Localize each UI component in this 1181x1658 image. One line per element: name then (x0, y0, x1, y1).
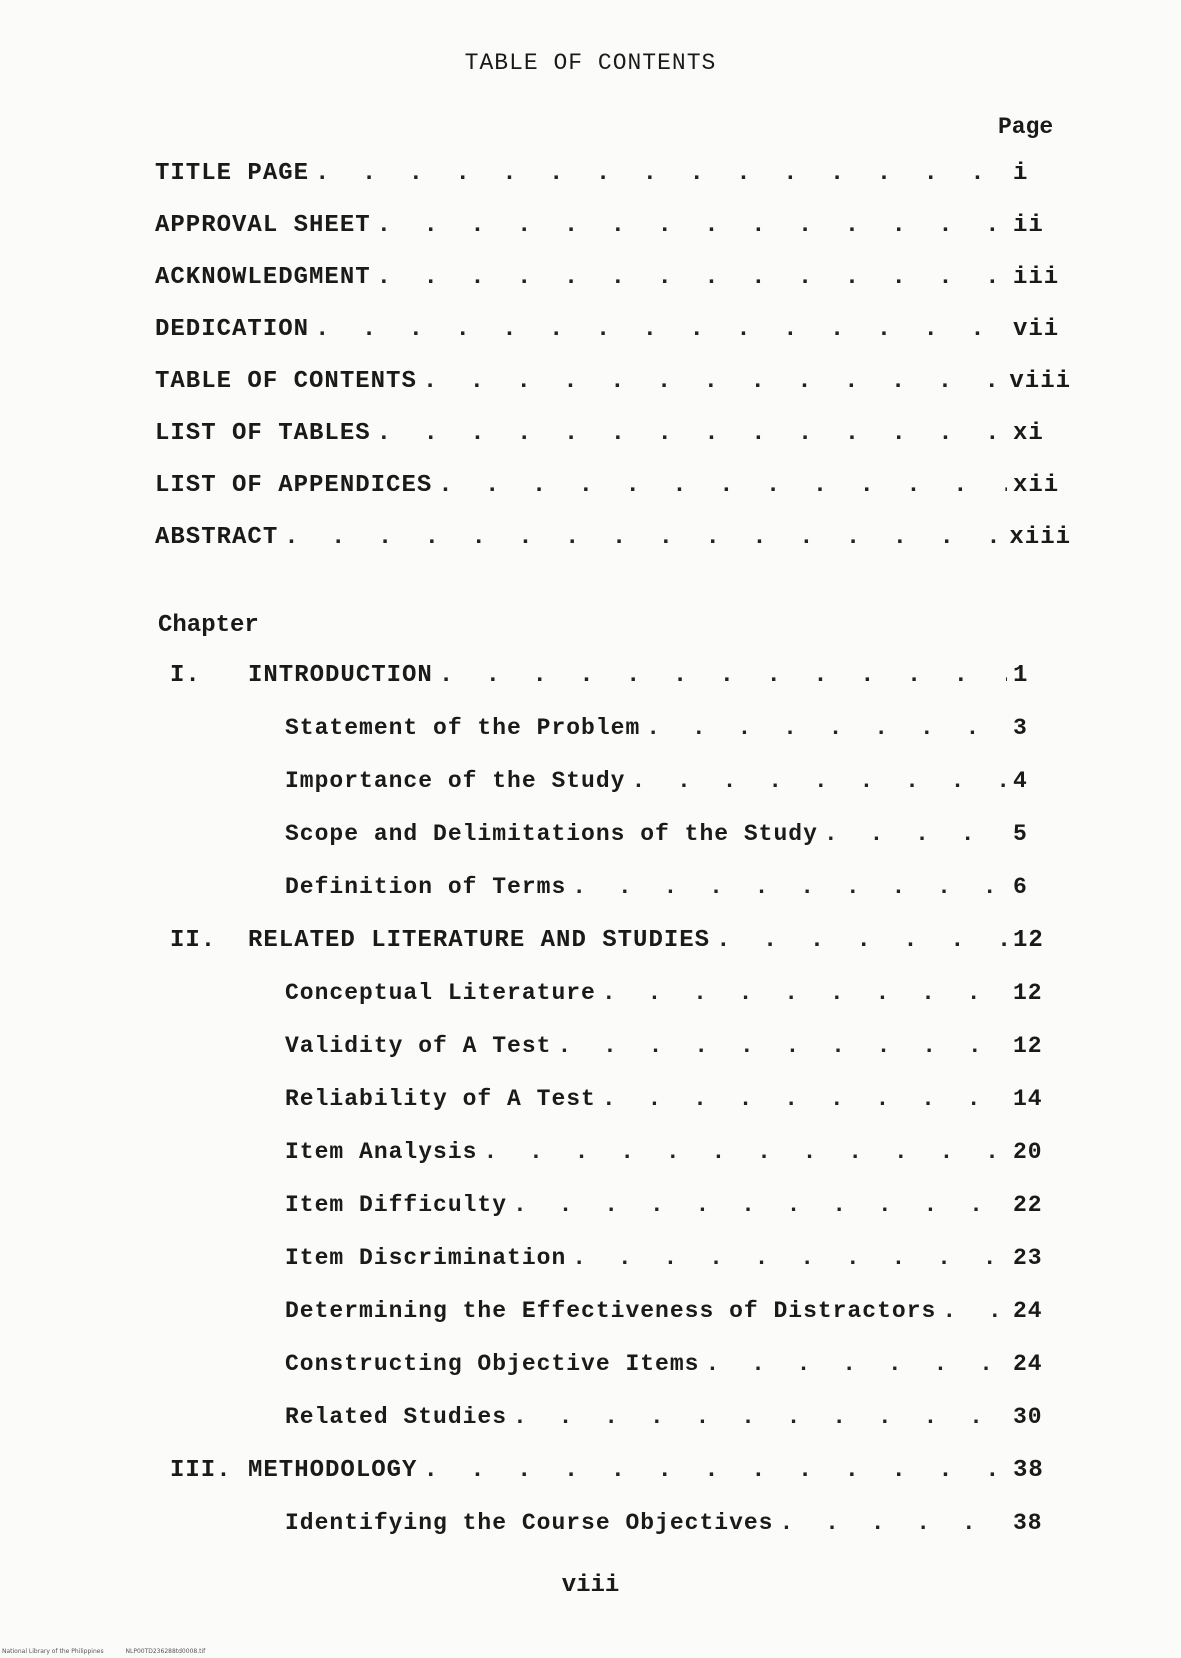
toc-entry-page: 38 (1013, 1457, 1044, 1484)
toc-entry-page: 12 (1013, 927, 1044, 954)
section-entry (285, 1351, 1071, 1377)
dot-leader (377, 264, 1007, 291)
toc-entry-page: 24 (1013, 1298, 1043, 1324)
section-entry (285, 1245, 1071, 1271)
dot-leader (631, 768, 1007, 794)
toc-entry-label: TITLE PAGE (155, 160, 310, 187)
toc-entry-label: Validity of A Test (285, 1033, 552, 1059)
toc-entry (155, 420, 1071, 447)
section-entry (285, 715, 1071, 741)
toc-entry (155, 524, 1071, 551)
toc-entry-page: 12 (1013, 1033, 1043, 1059)
toc-entry-page: 23 (1013, 1245, 1043, 1271)
section-entry (285, 980, 1071, 1006)
chapter-entry (170, 662, 1071, 689)
dot-leader (602, 1086, 1007, 1112)
dot-leader (824, 821, 1007, 847)
toc-entry-page: iii (1013, 264, 1060, 291)
toc-entry-label: DEDICATION (155, 316, 310, 343)
dot-leader (646, 715, 1007, 741)
section-entry (285, 1404, 1071, 1430)
toc-entry (155, 160, 1071, 187)
toc-entry-label: Importance of the Study (285, 768, 626, 794)
chapter-numeral: II. (170, 927, 217, 954)
toc-entry-page: 4 (1013, 768, 1028, 794)
toc-entry-page: 14 (1013, 1086, 1043, 1112)
toc-entry-page: vii (1013, 316, 1060, 343)
toc-entry-label: Constructing Objective Items (285, 1351, 700, 1377)
toc-entry-label: Conceptual Literature (285, 980, 596, 1006)
dot-leader (439, 662, 1007, 689)
toc-entry-page: 1 (1013, 662, 1029, 689)
toc-entry-label: APPROVAL SHEET (155, 212, 371, 239)
dot-leader (602, 980, 1007, 1006)
toc-entry (155, 368, 1071, 395)
chapter-heading: Chapter (158, 612, 259, 639)
section-entry (285, 1298, 1071, 1324)
toc-entry (155, 212, 1071, 239)
toc-entry-label: LIST OF APPENDICES (155, 472, 433, 499)
toc-entry (155, 264, 1071, 291)
toc-entry-page: 20 (1013, 1139, 1043, 1165)
toc-entry-page: xiii (1009, 524, 1071, 551)
dot-leader (315, 316, 1007, 343)
dot-leader (423, 1457, 1007, 1484)
dot-leader (377, 212, 1007, 239)
dot-leader (315, 160, 1007, 187)
toc-entry-label: TABLE OF CONTENTS (155, 368, 417, 395)
page-column-label: Page (998, 114, 1054, 140)
footer-library: National Library of the Philippines (2, 1648, 104, 1655)
toc-entry-page: ii (1013, 212, 1044, 239)
dot-leader (572, 1245, 1007, 1271)
toc-entry-page: xi (1013, 420, 1044, 447)
toc-entry-page: i (1013, 160, 1029, 187)
section-entry (285, 1139, 1071, 1165)
toc-entry-label: RELATED LITERATURE AND STUDIES (248, 927, 711, 954)
chapter-numeral: I. (170, 662, 201, 689)
section-entry (285, 1510, 1071, 1536)
dot-leader (779, 1510, 1007, 1536)
toc-entry-label: Related Studies (285, 1404, 508, 1430)
dot-leader (438, 472, 1007, 499)
toc-entry (155, 316, 1071, 343)
toc-entry-label: Reliability of A Test (285, 1086, 596, 1112)
toc-entry (155, 472, 1071, 499)
toc-entry-label: Identifying the Course Objectives (285, 1510, 774, 1536)
dot-leader (423, 368, 1004, 395)
page-title: TABLE OF CONTENTS (464, 50, 717, 76)
dot-leader (942, 1298, 1007, 1324)
dot-leader (705, 1351, 1007, 1377)
toc-entry-page: 3 (1013, 715, 1028, 741)
section-entry (285, 1033, 1071, 1059)
footer-file: NLP00TD236288td0008.tif (125, 1648, 206, 1655)
toc-entry-label: Determining the Effectiveness of Distractors (285, 1298, 937, 1324)
toc-entry-label: Item Difficulty (285, 1192, 508, 1218)
page-number: viii (561, 1572, 620, 1599)
dot-leader (716, 927, 1007, 954)
dot-leader (483, 1139, 1007, 1165)
dot-leader (284, 524, 1003, 551)
toc-entry-page: 22 (1013, 1192, 1043, 1218)
section-entry (285, 874, 1071, 900)
dot-leader (572, 874, 1007, 900)
toc-entry-label: ABSTRACT (155, 524, 279, 551)
toc-entry-page: 24 (1013, 1351, 1043, 1377)
section-entry (285, 1086, 1071, 1112)
chapter-numeral: III. (170, 1457, 232, 1484)
scan-footer (2, 1648, 225, 1655)
chapter-entry (170, 1457, 1071, 1484)
section-entry (285, 821, 1071, 847)
toc-entry-label: Item Discrimination (285, 1245, 567, 1271)
dot-leader (377, 420, 1007, 447)
toc-entry-page: viii (1009, 368, 1071, 395)
section-entry (285, 1192, 1071, 1218)
toc-entry-page: xii (1013, 472, 1060, 499)
toc-entry-page: 6 (1013, 874, 1028, 900)
toc-entry-label: INTRODUCTION (248, 662, 433, 689)
toc-entry-label: Item Analysis (285, 1139, 478, 1165)
toc-entry-page: 12 (1013, 980, 1043, 1006)
toc-entry-label: ACKNOWLEDGMENT (155, 264, 371, 291)
toc-entry-page: 5 (1013, 821, 1028, 847)
section-entry (285, 768, 1071, 794)
toc-entry-label: LIST OF TABLES (155, 420, 371, 447)
toc-entry-label: Statement of the Problem (285, 715, 641, 741)
dot-leader (513, 1192, 1007, 1218)
toc-entry-page: 38 (1013, 1510, 1043, 1536)
chapter-entry (170, 927, 1071, 954)
dot-leader (513, 1404, 1007, 1430)
toc-entry-label: METHODOLOGY (248, 1457, 418, 1484)
toc-entry-label: Definition of Terms (285, 874, 567, 900)
toc-entry-page: 30 (1013, 1404, 1043, 1430)
toc-entry-label: Scope and Delimitations of the Study (285, 821, 818, 847)
dot-leader (557, 1033, 1007, 1059)
